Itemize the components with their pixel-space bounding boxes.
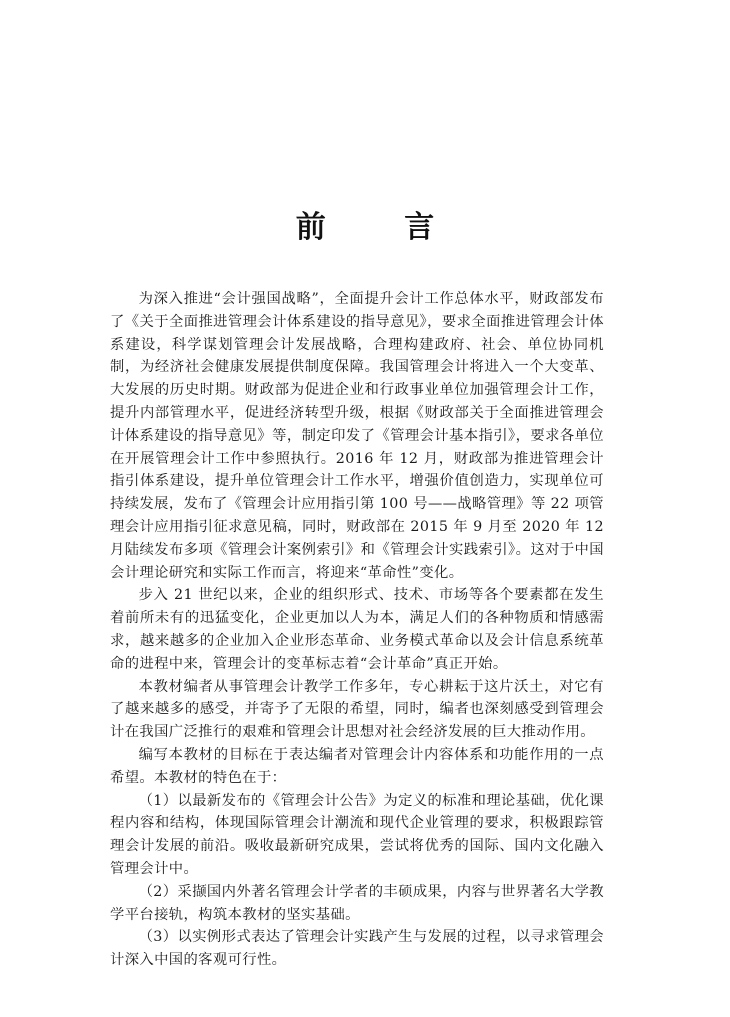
paragraph-intro: 为深入推进“会计强国战略”，全面提升会计工作总体水平，财政部发布了《关于全面推进管理会计体系建设的指导意见》，要求全面推进管理会计体系建设，科学谋划管理会计发展战略，合理构建政府、社会、单位协同机制，为经济社会健康发展提供制度保障。我国管理会计将进入一个大变革、大发展的历史时期。财政部为促进企业和行政事业单位加强管理会计工作，提升内部管理水平，促进经济转型升级，根据《财政部关于全面推进管理会计体系建设的指导意见》等，制定印发了《管理会计基本指引》，要求各单位在开展管理会计工作中参照执行。2016 年 12 月，财政部为推进管理会计指引体系建设，提升单位管理会计工作水平，增强价值创造力，实现单位可持续发展，发布了《管理会计应用指引第 100 号——战略管理》等 22 项管理会计应用指引征求意见稿，同时，财政部在 2015 年 9 月至 2020 年 12 月陆续发布多项《管理会计案例索引》和《管理会计实践索引》。这对于中国会计理论研究和实际工作而言，将迎来“革命性”变化。 (110, 291, 604, 581)
paragraph-textbook-goal: 编写本教材的目标在于表达编者对管理会计内容体系和功能作用的一点希望。本教材的特色在于： (110, 746, 604, 786)
preface-body (110, 288, 604, 972)
paragraph-author-experience: 本教材编者从事管理会计教学工作多年，专心耕耘于这片沃土，对它有了越来越多的感受，并寄予了无限的希望，同时，编者也深刻感受到管理会计在我国广泛推行的艰难和管理会计思想对社会经济发展的巨大推动作用。 (110, 678, 604, 741)
paragraph-feature-1: （1）以最新发布的《管理会计公告》为定义的标准和理论基础，优化课程内容和结构，体现国际管理会计潮流和现代企业管理的要求，积极跟踪管理会计发展的前沿。吸收最新研究成果，尝试将优秀的国际、国内文化融入管理会计中。 (110, 792, 604, 877)
paragraph-21st-century: 步入 21 世纪以来，企业的组织形式、技术、市场等各个要素都在发生着前所未有的迅猛变化，企业更加以人为本，满足人们的各种物质和情感需求，越来越多的企业加入企业形态革命、业务模式革命以及会计信息系统革命的进程中来，管理会计的变革标志着“会计革命”真正开始。 (110, 587, 604, 672)
paragraph-feature-3: （3）以实例形式表达了管理会计实践产生与发展的过程，以寻求管理会计深入中国的客观可行性。 (110, 929, 604, 969)
page-title: 前 言 (295, 210, 469, 246)
paragraph-feature-2: （2）采撷国内外著名管理会计学者的丰硕成果，内容与世界著名大学教学平台接轨，构筑本教材的坚实基础。 (110, 883, 604, 923)
